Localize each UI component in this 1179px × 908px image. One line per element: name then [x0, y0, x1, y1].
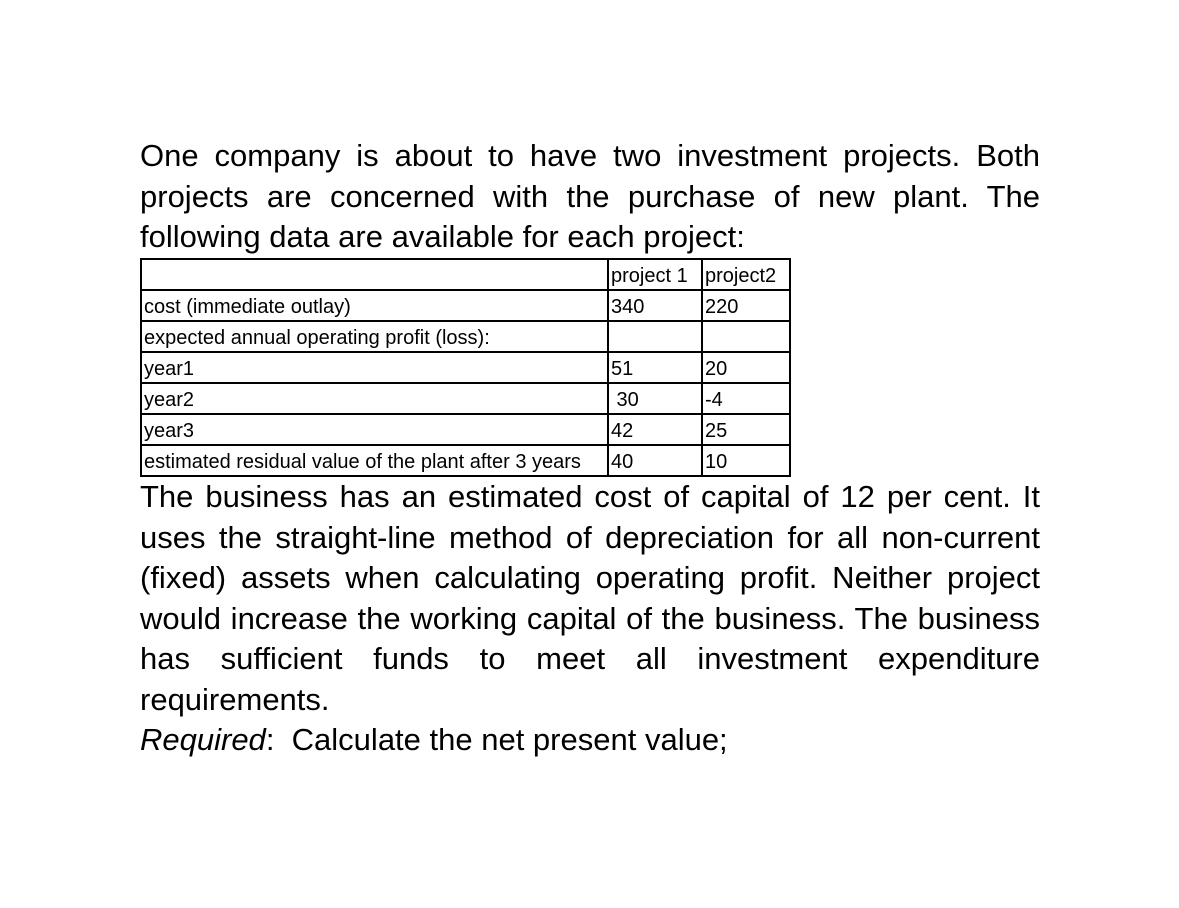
row-project-1-value: 340 [608, 290, 702, 321]
required-text: Calculate the net present value; [291, 722, 728, 757]
row-project-1-value: 40 [608, 445, 702, 476]
required-colon: : [265, 722, 275, 757]
table-row [141, 414, 790, 445]
row-label: year3 [141, 414, 608, 445]
row-project-2-value: -4 [702, 383, 790, 414]
required-label: Required [140, 722, 266, 757]
row-project-1-value [608, 321, 702, 352]
body-paragraph: The business has an estimated cost of capital of 12 per cent. It uses the straight-line method of depreciation for all non-current (fixed) assets when calculating operating profit. Neither project would increase the working capital of the business. The business has sufficient funds to meet all investment expenditure requirements. [140, 479, 1040, 717]
row-project-1-value: 42 [608, 414, 702, 445]
row-label: year1 [141, 352, 608, 383]
row-label: year2 [141, 383, 608, 414]
project-data-table [140, 258, 791, 477]
header-cell-project-2: project2 [702, 259, 790, 290]
table-row [141, 383, 790, 414]
row-project-2-value: 20 [702, 352, 790, 383]
row-project-1-value: 30 [608, 383, 702, 414]
table-row [141, 321, 790, 352]
row-label: cost (immediate outlay) [141, 290, 608, 321]
document-content [140, 136, 1040, 761]
table-row [141, 290, 790, 321]
row-project-2-value: 25 [702, 414, 790, 445]
table-row [141, 445, 790, 476]
table-row [141, 352, 790, 383]
header-cell-project-1: project 1 [608, 259, 702, 290]
row-project-1-value: 51 [608, 352, 702, 383]
row-project-2-value: 220 [702, 290, 790, 321]
row-label: expected annual operating profit (loss): [141, 321, 608, 352]
required-instruction [140, 720, 1040, 761]
row-project-2-value: 10 [702, 445, 790, 476]
header-cell-label [141, 259, 608, 290]
row-label: estimated residual value of the plant after 3 years [141, 445, 608, 476]
intro-paragraph: One company is about to have two investment projects. Both projects are concerned with the purchase of new plant. The following data are available for each project: [140, 138, 1040, 254]
table-header-row [141, 259, 790, 290]
row-project-2-value [702, 321, 790, 352]
